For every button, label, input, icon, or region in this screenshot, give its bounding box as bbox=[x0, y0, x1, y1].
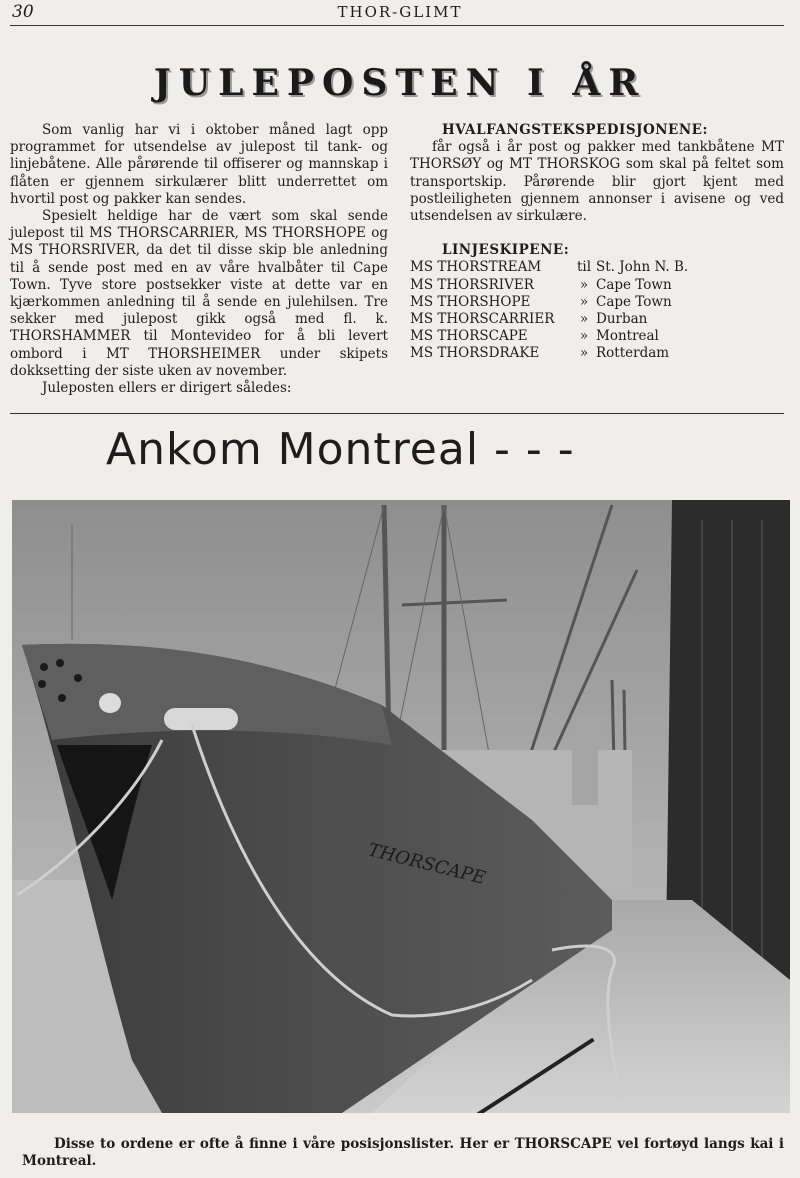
route-row bbox=[410, 311, 688, 328]
whaling-paragraph: får også i år post og pakker med tankbåtene MT THORSØY og MT THORSKOG som skal på feltet som transportskip. Pårørende blir gjort kjent med postleiligheten gjennem annonser i avisene og ved utsendelsen av sirkulære. bbox=[410, 139, 784, 225]
paragraph: Spesielt heldige har de vært som skal sende julepost til MS THORSCARRIER, MS THORSHOPE og MS THORSRIVER, da det til disse skip ble anledning til å sende post med en av våre hvalbåter til Cape Town. Tyve store postsekker viste at dette var en kjærkommen anledning til å sende en julehilsen. Tre sekker med julepost gikk også med fl. k. THORSHAMMER til Montevideo for å bli levert ombord i MT THORSHEIMER under skipets dokksetting der siste uken av november. bbox=[10, 208, 388, 379]
ship-photo-illustration bbox=[12, 500, 790, 1113]
route-ship: MS THORSCARRIER bbox=[410, 311, 555, 328]
photo-caption: Disse to ordene er ofte å finne i våre posisjonslister. Her er THORSCAPE vel fortøyd langs kai i Montreal. bbox=[22, 1136, 784, 1169]
route-row bbox=[410, 294, 688, 311]
hawse-pipe bbox=[164, 708, 238, 730]
paragraph: Juleposten ellers er dirigert således: bbox=[42, 380, 292, 397]
route-destination: Montreal bbox=[596, 328, 659, 345]
route-destination: St. John N. B. bbox=[596, 259, 689, 276]
route-destination: Rotterdam bbox=[596, 345, 670, 362]
route-row bbox=[410, 277, 688, 294]
route-row bbox=[410, 259, 688, 276]
paragraph: Som vanlig har vi i oktober måned lagt opp programmet for utsendelse av julepost til tank- og linjebåtene. Alle pårørende til offiserer og mannskap i flåten er gjennem sirkulærer blitt underrettet om hvortil post og pakker kan sendes. bbox=[10, 122, 388, 207]
liner-heading: LINJESKIPENE: bbox=[442, 242, 570, 259]
route-row bbox=[410, 328, 688, 345]
route-separator: » bbox=[579, 293, 589, 310]
route-ship: MS THORSCAPE bbox=[410, 328, 528, 345]
right-column bbox=[410, 122, 784, 363]
route-destination: Durban bbox=[596, 311, 648, 328]
funnel bbox=[572, 715, 598, 805]
route-ship: MS THORSRIVER bbox=[410, 276, 534, 293]
whaling-heading: HVALFANGSTEKSPEDISJONENE: bbox=[442, 122, 708, 138]
hull-name: THORSCAPE bbox=[365, 839, 488, 889]
route-separator: » bbox=[579, 276, 589, 293]
left-column bbox=[10, 122, 388, 397]
route-destination: Cape Town bbox=[596, 276, 672, 293]
spacer bbox=[410, 225, 784, 242]
route-table bbox=[410, 259, 688, 362]
route-destination: Cape Town bbox=[596, 293, 672, 310]
page-number: 30 bbox=[12, 2, 34, 22]
route-separator: til bbox=[576, 259, 592, 276]
route-separator: » bbox=[579, 328, 589, 345]
route-ship: MS THORSDRAKE bbox=[410, 345, 540, 362]
article-headline: JULEPOSTEN I ÅR bbox=[153, 62, 647, 104]
route-separator: » bbox=[579, 345, 589, 362]
top-rule bbox=[10, 25, 784, 26]
route-ship: MS THORSTREAM bbox=[410, 259, 542, 276]
route-ship: MS THORSHOPE bbox=[410, 293, 531, 310]
running-head: THOR-GLIMT bbox=[337, 3, 463, 21]
route-row bbox=[410, 345, 688, 362]
porthole bbox=[99, 693, 121, 713]
ship-photo bbox=[12, 500, 790, 1113]
route-separator: » bbox=[579, 311, 589, 328]
section-rule bbox=[10, 413, 784, 414]
feature-headline: Ankom Montreal - - - bbox=[106, 424, 575, 475]
